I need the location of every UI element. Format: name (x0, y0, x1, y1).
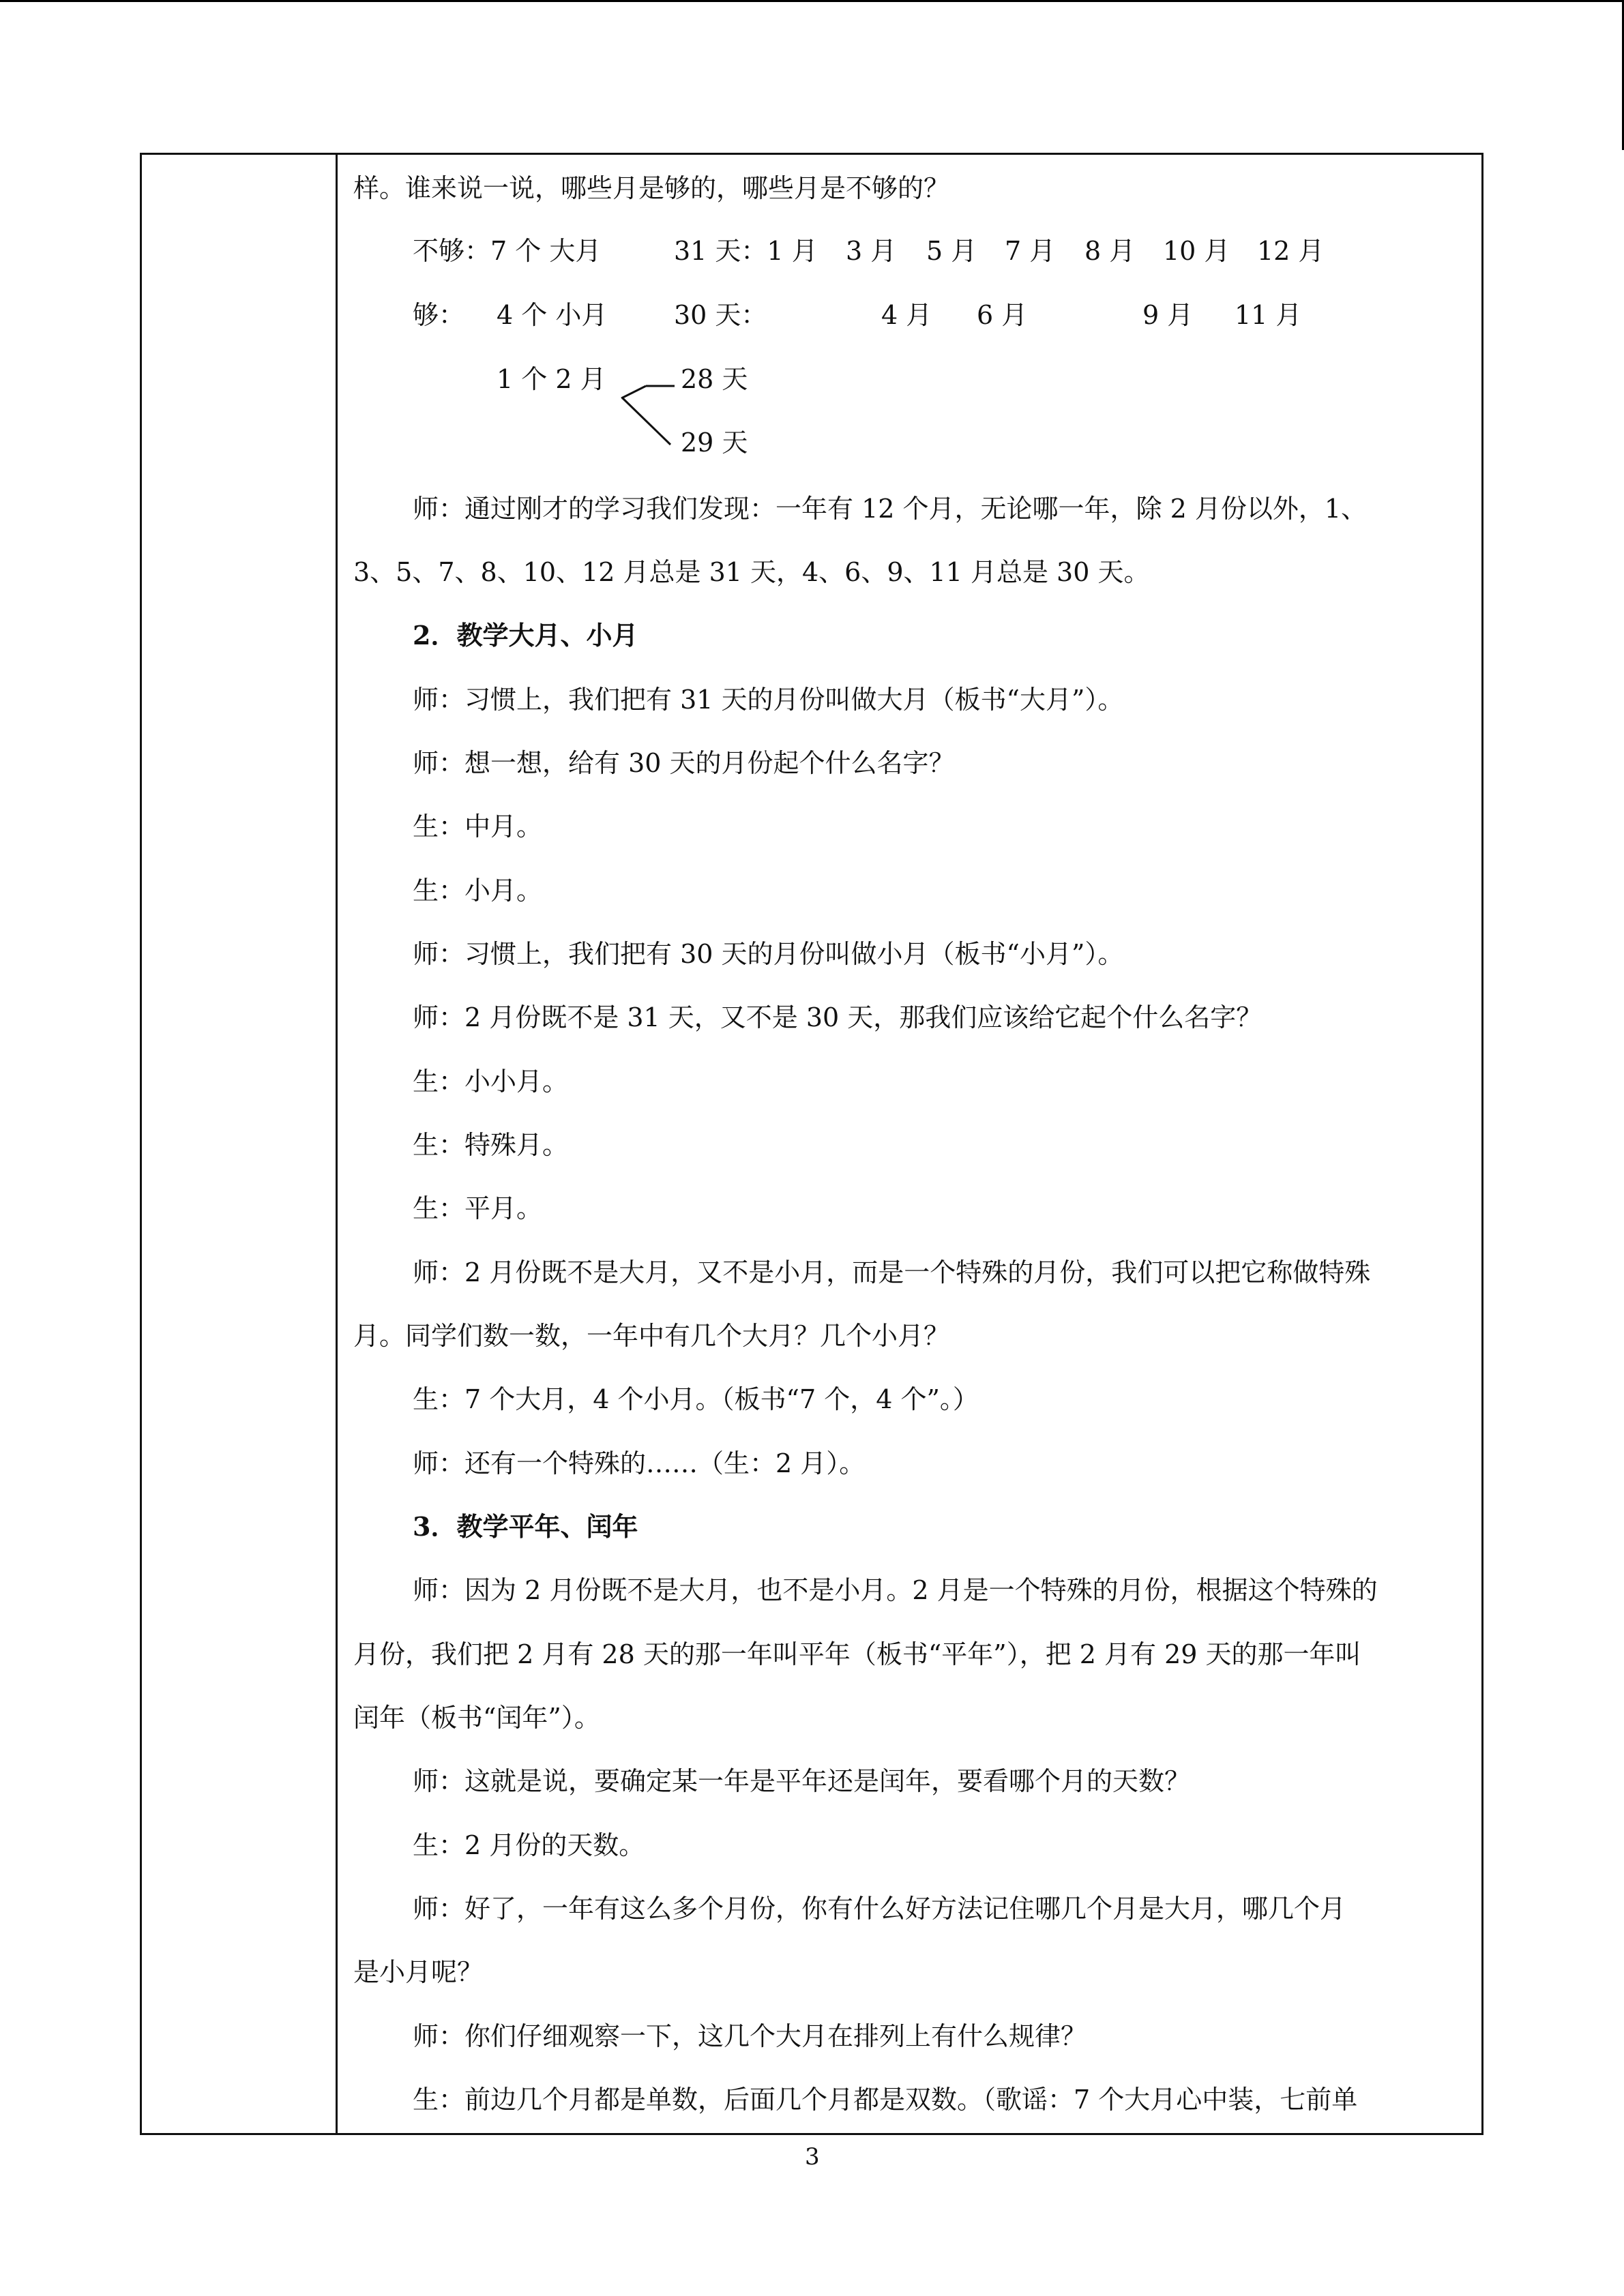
month-8: 8 月 (1084, 236, 1136, 266)
branch-lines (617, 368, 679, 450)
small-months-days: 30 天： (674, 300, 767, 330)
text-line: 3、5、7、8、10、12 月总是 31 天，4、6、9、11 月总是 30 天。 (353, 557, 1150, 587)
text-line: 生：中月。 (413, 811, 543, 841)
feb-28-days: 28 天 (681, 364, 748, 394)
text-line: 师：因为 2 月份既不是大月，也不是小月。2 月是一个特殊的月份，根据这个特殊的 (413, 1575, 1378, 1605)
small-months-prefix: 够： (413, 300, 465, 330)
text-line: 月。同学们数一数，一年中有几个大月？几个小月？ (353, 1321, 950, 1351)
text-line: 生：2 月份的天数。 (413, 1830, 645, 1860)
month-9: 9 月 (1142, 300, 1194, 330)
page-number: 3 (805, 2143, 820, 2171)
text-line: 师：2 月份既不是大月，又不是小月，而是一个特殊的月份，我们可以把它称做特殊 (413, 1257, 1371, 1287)
text-line: 生：小月。 (413, 876, 543, 906)
text-line: 是小月呢？ (353, 1957, 484, 1987)
text-line: 师：习惯上，我们把有 30 天的月份叫做小月（板书“小月”）。 (413, 939, 1124, 969)
section-heading: 3．教学平年、闰年 (413, 1511, 638, 1542)
text-line: 生：7 个大月，4 个小月。（板书“7 个，4 个”。） (413, 1384, 979, 1414)
text-line: 生：平月。 (413, 1193, 543, 1223)
text-line: 师：通过刚才的学习我们发现：一年有 12 个月，无论哪一年，除 2 月份以外，1、 (413, 494, 1368, 524)
text-line: 样。谁来说一说，哪些月是够的，哪些月是不够的？ (353, 173, 950, 203)
lesson-table (140, 153, 1483, 2135)
text-line: 师：好了，一年有这么多个月份，你有什么好方法记住哪几个月是大月，哪几个月 (413, 1894, 1346, 1924)
month-11: 11 月 (1235, 300, 1302, 330)
table-column-divider (336, 153, 338, 2135)
month-5: 5 月 (926, 236, 977, 266)
text-line: 闰年（板书“闰年”）。 (353, 1703, 600, 1733)
text-line: 师：2 月份既不是 31 天，又不是 30 天，那我们应该给它起个什么名字？ (413, 1002, 1263, 1032)
month-12: 12 月 (1257, 236, 1325, 266)
text-line: 师：习惯上，我们把有 31 天的月份叫做大月（板书“大月”）。 (413, 685, 1124, 715)
text-line: 月份，我们把 2 月有 28 天的那一年叫平年（板书“平年”），把 2 月有 29 天的那一年叫 (353, 1639, 1361, 1669)
big-months-label: 不够：7 个 大月 (413, 236, 602, 266)
text-line: 师：还有一个特殊的……（生：2 月）。 (413, 1448, 866, 1478)
section-heading: 2．教学大月、小月 (413, 620, 638, 651)
text-line: 师：这就是说，要确定某一年是平年还是闰年，要看哪个月的天数？ (413, 1766, 1191, 1796)
text-line: 师：想一想，给有 30 天的月份起个什么名字？ (413, 748, 955, 778)
text-line: 生：小小月。 (413, 1067, 569, 1097)
text-line: 生：特殊月。 (413, 1130, 569, 1160)
text-line: 师：你们仔细观察一下，这几个大月在排列上有什么规律？ (413, 2021, 1087, 2051)
month-7: 7 月 (1005, 236, 1056, 266)
big-months-days: 31 天：1 月 (674, 236, 818, 266)
month-3: 3 月 (846, 236, 897, 266)
page-top-edge (0, 0, 1624, 2)
text-line: 生：前边几个月都是单数，后面几个月都是双数。（歌谣：7 个大月心中装，七前单 (413, 2085, 1358, 2115)
month-4: 4 月 (881, 300, 932, 330)
month-6: 6 月 (977, 300, 1028, 330)
month-10: 10 月 (1163, 236, 1230, 266)
feb-29-days: 29 天 (681, 428, 748, 458)
february-label: 1 个 2 月 (497, 364, 606, 394)
small-months-label: 4 个 小月 (497, 300, 608, 330)
